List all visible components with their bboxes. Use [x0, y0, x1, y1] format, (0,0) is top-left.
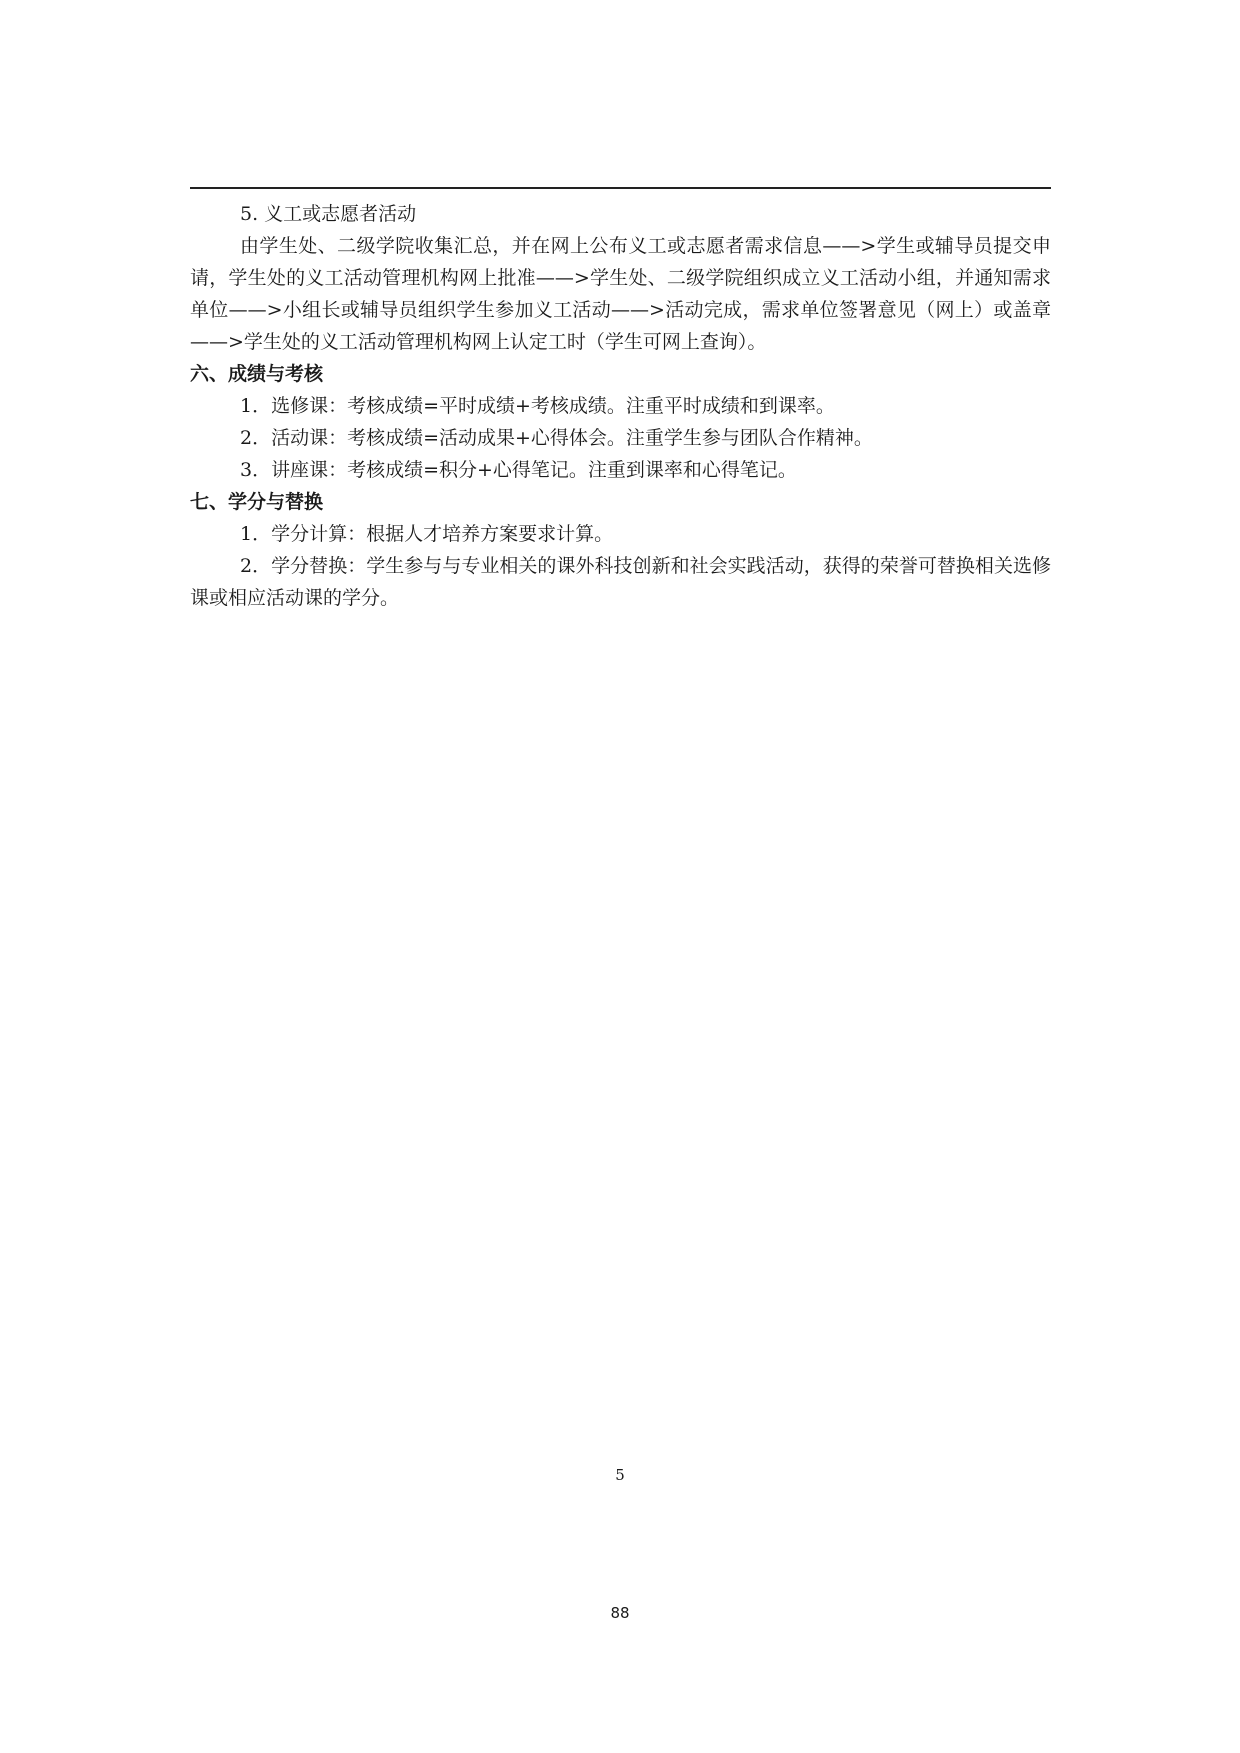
section-5-paragraph: 由学生处、二级学院收集汇总，并在网上公布义工或志愿者需求信息——>学生或辅导员提交申请，学生处的义工活动管理机构网上批准——>学生处、二级学院组织成立义工活动小组，并通知需求单位——>小组长或辅导员组织学生参加义工活动——>活动完成，需求单位签署意见（网上）或盖章——>学生处的义工活动管理机构网上认定工时（学生可网上查询）。 [190, 235, 1051, 353]
header-rule [190, 187, 1051, 189]
section-7-item-1: 1．学分计算：根据人才培养方案要求计算。 [240, 523, 614, 545]
document-body [190, 198, 1051, 614]
section-6-item-1: 1．选修课：考核成绩=平时成绩+考核成绩。注重平时成绩和到课率。 [240, 395, 835, 417]
section-5-heading: 5. 义工或志愿者活动 [240, 203, 417, 225]
section-6-title: 六、成绩与考核 [190, 363, 324, 385]
section-6-item-3: 3．讲座课：考核成绩=积分+心得笔记。注重到课率和心得笔记。 [240, 459, 797, 481]
section-7-item-2: 2．学分替换：学生参与与专业相关的课外科技创新和社会实践活动，获得的荣誉可替换相关选修课或相应活动课的学分。 [190, 555, 1051, 609]
section-7-title: 七、学分与替换 [190, 491, 324, 513]
footer-page-number: 88 [610, 1604, 630, 1622]
section-6-item-2: 2．活动课：考核成绩=活动成果+心得体会。注重学生参与团队合作精神。 [240, 427, 873, 449]
page-number: 5 [615, 1466, 625, 1484]
